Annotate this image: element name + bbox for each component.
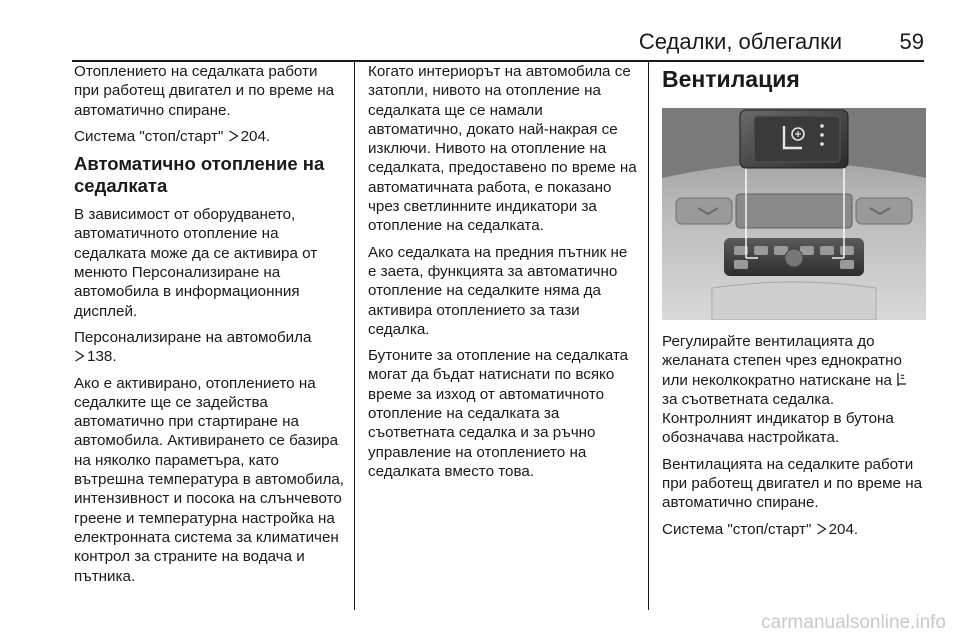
paragraph: Когато интериорът на автомобила се затопли, нивото на отопление на седалката ще се намали автоматично, докато най-накрая се изключи. Нивото на отопление на седалката, предоставено по време на автоматичната работа, е показано чрез светлинните индикатори за отопление на седалката. — [368, 63, 637, 235]
paragraph-stop-start-ref — [74, 127, 346, 146]
ref-page-link[interactable]: 138. — [87, 348, 117, 366]
paragraph-stop-start-ref — [662, 520, 928, 539]
heading-ventilation: Вентилация — [662, 66, 800, 92]
ref-text: Персонализиране на автомобила — [74, 328, 312, 346]
column-3 — [662, 62, 928, 546]
paragraph: Вентилацията на седалките работи при работещ двигател и по време на автоматично спиране. — [662, 455, 923, 512]
section-title: Седалки, облегалки — [638, 29, 842, 54]
reference-arrow-icon — [228, 130, 239, 142]
paragraph-vent-adjust — [662, 332, 928, 448]
paragraph: Бутоните за отопление на седалката могат да бъдат натиснати по всяко време за изход от автоматичното отопление на седалката за съответната седалка и за ръчно управление на отоплението на седалката вместо това. — [368, 347, 629, 480]
column-divider — [648, 62, 649, 610]
ref-text: Система "стоп/старт" — [662, 520, 812, 538]
paragraph-text: Контролният индикатор в бутона обозначава настройката. — [662, 410, 894, 447]
watermark: carmanualsonline.info — [761, 612, 946, 633]
ventilation-button-photo — [662, 108, 926, 320]
ref-text: Система "стоп/старт" — [74, 127, 224, 145]
page-number: 59 — [899, 29, 924, 54]
column-2 — [368, 62, 638, 488]
paragraph: Отоплението на седалката работи при работещ двигател и по време на автоматично спиране. — [74, 63, 335, 119]
seat-ventilation-icon — [896, 372, 908, 387]
heading-auto-heating: Автоматично отопление на седалката — [74, 153, 325, 197]
ref-page-link[interactable]: 204. — [828, 520, 859, 538]
column-1 — [74, 62, 346, 593]
paragraph: Ако е активирано, отоплението на седалките ще се задейства автоматично при стартиране на автомобила. Активирането се базира на няколко параметъра, като вътрешна температура в автомобила, интензивност и посока на слънчевото греене и температурна настройка на електронната система за климатичен контрол за страните на водача и пътника. — [74, 374, 345, 585]
reference-arrow-icon — [816, 523, 827, 535]
reference-arrow-icon — [74, 350, 85, 362]
column-divider — [354, 62, 355, 610]
paragraph-text: Регулирайте вентилацията до желаната степен чрез еднократно или неколкократно натискане на — [662, 333, 902, 389]
ref-page-link[interactable]: 204. — [240, 127, 271, 145]
paragraph-personalization-ref — [74, 328, 346, 367]
paragraph: Ако седалката на предния пътник не е заета, функцията за автоматично отопление на седалките няма да активира отоплението за тази седалка. — [368, 243, 628, 338]
page-header — [72, 22, 924, 62]
paragraph-text: за съответната седалка. — [662, 390, 835, 408]
paragraph: В зависимост от оборудването, автоматичното отопление на седалката може да се активира от менюто Персонализиране на автомобила в информационния дисплей. — [74, 206, 318, 320]
